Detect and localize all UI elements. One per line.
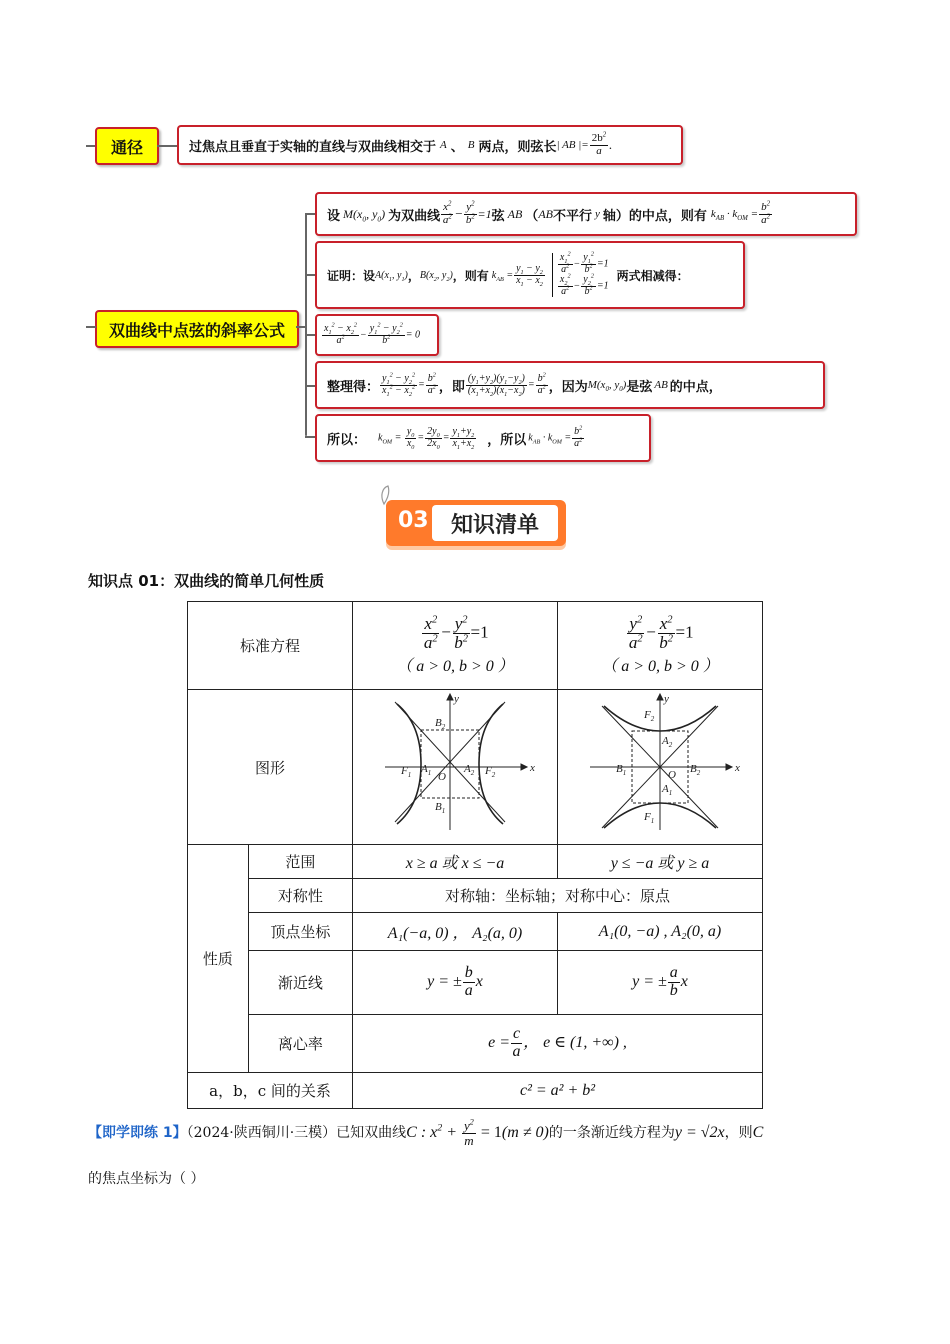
box4-prefix: 整理得： [327,379,380,395]
eq-one: =1 [477,206,492,221]
ecc-tail: ， e ∈ (1, +∞) , [523,1034,627,1052]
midchord-statement-box: 设 $M(x_0$, $y_0$) 为双曲线 $\frac{x^2}{a^2}$ − $\frac{y^2}{b^2}$ =1 弦 AB （ AB 不平行 y 轴）的中点，则有 $k_{AB} \cdot k_{OM}$ = $\frac{b^2}{a^2}$ [315,192,857,236]
curve-c: C [752,1124,764,1141]
standard-equation-1: $\frac{x^2}{a^2}$ − $\frac{y^2}{b^2}$ =1 （ a > 0, b > 0 ） [353,602,558,690]
a1-label: A [421,763,428,775]
tree-trunk [305,214,307,436]
condition-1: （ a > 0, b > 0 ） [396,658,514,676]
row-range-label: 范围 [248,845,352,879]
banner-number: 03 [398,508,429,533]
svg-text:A1: $A_1$ [662,783,673,797]
practice-question-line2: 的焦点坐标为（ ） [88,1171,205,1187]
row-property-label: 性质 [188,845,249,1073]
svg-text:B2: $B_2$ [690,763,701,777]
section-title: 知识点 01：双曲线的简单几何性质 [88,572,325,590]
connector [305,334,315,336]
graph-horizontal-hyperbola [353,690,558,845]
asymptote-2: y = ± $\frac{a}{b}$ x [558,951,763,1015]
x-axis-label: x [735,762,740,774]
vertex-1: A₁(−a, 0) ， A₂(a, 0) [353,913,558,951]
practice-question: 【即学即练 1】（2024·陕西铜川·三模）已知双曲线C : $x^2$ + $\frac{y^2}{m}$ = 1(m ≠ 0)的一条渐近线方程为y = √2x，则C [88,1117,764,1148]
svg-text:F2: $F_2$ [644,709,655,723]
difference-box: $\frac{x_1^2 - x_2^2}{a^2}$ − $\frac{y_1^2 - y_2^2}{b^2}$ = 0 [315,314,439,356]
horizontal-hyperbola-figure [355,690,555,840]
standard-equation-2: $\frac{y^2}{a^2}$ − $\frac{x^2}{b^2}$ =1 （ a > 0, b > 0 ） [558,602,763,690]
row-symmetry-label: 对称性 [248,879,352,913]
proof-box: 证明：设 $A(x_1$, $y_1$) ， $B(x_2$, $y_2$) ，则有 $k_{AB}$ = $\frac{y_1 - y_2}{x_1 - x_2}$ $\frac{x_1^2}{a^2}$ − $\frac{y_1^2}{b^2}$ =1 $\frac{x_2^2}{a^2}$ − $\frac{y_2^2}{b^2}$ =1 两式相减得： [315,241,745,309]
sep: 、 [450,139,464,155]
tongjing-label: 通径 [110,137,143,157]
connector [305,274,315,276]
frac-num: 2b [591,131,603,144]
box4-end: 的中点， [669,379,722,395]
chord-fraction: $\frac{2b^2}{a}$ [591,131,607,157]
box1-prefix: 设 [327,208,341,224]
asymptote-1: y = ± $\frac{b}{a}$ x [353,951,558,1015]
range-1: x ≥ a 或 x ≤ −a [353,845,558,879]
box2-prefix: 证明：设 [327,268,376,283]
tongjing-definition-box: 过焦点且垂直于实轴的直线与双曲线相交于 A 、 B 两点，则弦长 | AB |= $\frac{2b^2}{a}$ . [177,125,683,165]
svg-text:B1: $B_1$ [616,763,627,777]
box5-prefix: 所以： [327,432,367,448]
box4-tail: 是弦 [626,379,653,395]
box2-text: ，则有 [452,268,489,283]
row-standard-label: 标准方程 [188,602,353,690]
origin-label: O [438,771,446,783]
simplify-box: 整理得： $\frac{y_1^2 - y_2^2}{x_1^2 - x_2^2}$ = $\frac{b^2}{a^2}$ ，即 $\frac{(y_1+y_2)(y_1-y_2)}{(x_1+x_2)(x_1-x_2)}$ = $\frac{b^2}{a^2}$ ，因为 $M(x_0$, $y_0$) 是弦 AB 的中点， [315,361,825,409]
tongjing-text2: 两点，则弦长 [478,139,557,155]
svg-text:A2: $A_2$ [662,735,673,749]
y-axis: y [595,208,600,220]
svg-text:A1: $A_1$ [421,763,432,777]
connector [157,145,177,147]
condition-2: （ a > 0, b > 0 ） [601,658,719,676]
y-axis-label: y [454,693,459,705]
svg-text:B2: $B_2$ [435,717,446,731]
banner-title: 知识清单 [432,505,558,541]
practice-tail: ，则 [724,1125,753,1141]
chord-formula-left: | AB |= [556,139,589,151]
b1-label: B [435,801,442,813]
box1-text1: 为双曲线 [388,208,441,224]
connector [305,213,315,215]
b1-label: B [616,763,623,775]
frac-den: a [596,144,602,157]
tongjing-text: 过焦点且垂直于实轴的直线与双曲线相交于 [189,139,437,155]
midchord-label: 双曲线中点弦的斜率公式 [108,320,285,340]
connector [305,385,315,387]
practice-mid: 的一条渐近线方程为 [548,1125,675,1141]
box2-tail: 两式相减得： [616,268,689,283]
origin-label: O [668,769,676,781]
box4-ab: AB [654,379,668,391]
box4-ji: ，即 [438,379,465,395]
svg-text:B1: $B_1$ [435,801,446,815]
a1-label: A [662,783,669,795]
svg-text:A2: $A_2$ [464,763,475,777]
box1-text3: 不平行 [552,208,592,224]
a2-label: A [464,763,471,775]
row-asymptote-label: 渐近线 [248,951,352,1015]
box1-text4: 轴）的中点，则有 [602,208,707,224]
eccentricity-value: e = $\frac{c}{a}$ ， e ∈ (1, +∞) , [353,1015,763,1073]
box4-because: ，因为 [548,379,588,395]
vertex-2: A₁(0, −a) , A₂(0, a) [558,913,763,951]
connector [305,436,315,438]
point-a: A [440,139,447,151]
f2-label: F [644,709,651,721]
conclusion-box: 所以： $k_{OM}$ = $\frac{y_0}{x_0}$ = $\frac{2y_0}{2x_0}$ = $\frac{y_1+y_2}{x_1+x_2}$ ， 所以 $k_{AB} \cdot k_{OM}$ = $\frac{b^2}{a^2}$ [315,414,651,462]
tongjing-node [95,127,159,165]
midpoint-m: $M(x_0$, $y_0$) [343,206,386,223]
hyperbola-property-table [187,601,763,1109]
practice-source: （2024·陕西铜川·三模）已知双曲线 [186,1125,407,1141]
graph-vertical-hyperbola [558,690,763,845]
row-graph-label: 图形 [188,690,353,845]
f1-label: F [401,765,408,777]
y-axis-label: y [664,693,669,705]
a2-label: A [662,735,669,747]
x-axis-label: x [530,762,535,774]
paren: （ [525,208,539,224]
section-banner [386,500,566,546]
connector [86,326,96,328]
svg-text:F1: $F_1$ [644,811,655,825]
row-vertex-label: 顶点坐标 [248,913,352,951]
svg-text:F1: $F_1$ [401,765,412,779]
range-2: y ≤ −a 或 y ≥ a [558,845,763,879]
b2-label: B [435,717,442,729]
row-ecc-label: 离心率 [248,1015,352,1073]
midchord-node [95,310,299,348]
row-relation-label: a，b，c 间的关系 [188,1073,353,1109]
point-b: B [467,139,475,151]
symmetry-value: 对称轴：坐标轴；对称中心：原点 [353,879,763,913]
box1-text2: 弦 [491,208,505,224]
f2-label: F [485,765,492,777]
chord-ab: AB [507,206,523,221]
vertical-hyperbola-figure [560,690,760,840]
relation-value: c² = a² + b² [353,1073,763,1109]
b2-label: B [690,763,697,775]
practice-tag: 【即学即练 1】 [88,1125,187,1141]
svg-text:F2: $F_2$ [485,765,496,779]
box5-mid: 所以 [500,432,527,448]
f1-label: F [644,811,651,823]
